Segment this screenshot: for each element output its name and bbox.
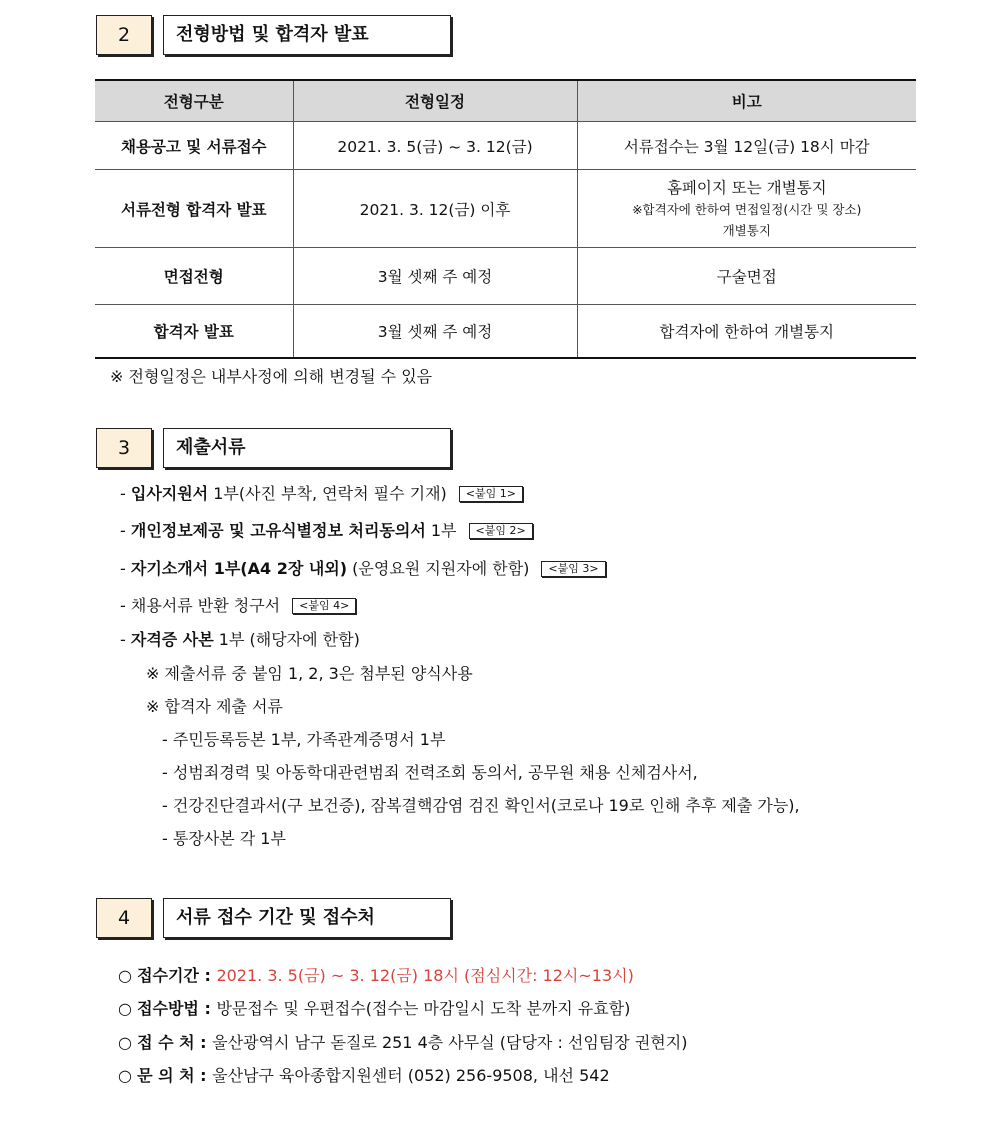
item-separator: : <box>194 1033 213 1052</box>
date-cell: 2021. 3. 12(금) 이후 <box>293 170 577 248</box>
section-title: 전형방법 및 합격자 발표 <box>163 15 451 55</box>
item-text: 1부 <box>425 521 457 540</box>
schedule-footnote: ※ 전형일정은 내부사정에 의해 변경될 수 있음 <box>110 367 433 386</box>
item-separator: : <box>198 999 217 1018</box>
note-sub: ※합격자에 한하여 면접일정(시간 및 장소) <box>632 201 862 217</box>
sub-item: - 건강진단결과서(구 보건증), 잠복결핵감염 검진 확인서(코로나 19로 인해 추후 제출 가능), <box>162 796 800 815</box>
section-number: 2 <box>96 15 152 55</box>
item-text: (운영요원 지원자에 한함) <box>347 559 530 578</box>
item-bold-text: 자격증 사본 <box>130 630 214 649</box>
reception-item <box>118 1032 687 1054</box>
item-value: 2021. 3. 5(금) ~ 3. 12(금) 18시 (점심시간: 12시~13시) <box>216 966 634 985</box>
date-cell: 3월 셋째 주 예정 <box>293 305 577 359</box>
item-value: 울산남구 육아종합지원센터 (052) 256-9508, 내선 542 <box>212 1066 610 1085</box>
sub-item: - 성범죄경력 및 아동학대관련범죄 전력조회 동의서, 공무원 채용 신체검사서, <box>162 763 698 782</box>
date-cell: 3월 셋째 주 예정 <box>293 248 577 305</box>
table-row <box>95 170 916 248</box>
item-dash: - <box>120 484 131 503</box>
section-title: 서류 접수 기간 및 접수처 <box>163 898 451 938</box>
item-value: 방문접수 및 우편접수(접수는 마감일시 도착 분까지 유효함) <box>216 999 631 1018</box>
note-sub: 개별통지 <box>722 222 771 238</box>
column-header: 전형구분 <box>95 80 293 122</box>
attachment-tag: <붙임 1> <box>459 486 523 502</box>
stage-cell: 합격자 발표 <box>95 305 293 359</box>
table-row <box>95 248 916 305</box>
item-label: 접수방법 <box>137 999 199 1018</box>
item-text: 1부(사진 부착, 연락처 필수 기재) <box>208 484 447 503</box>
item-label: 접수기간 <box>137 966 199 985</box>
stage-cell: 채용공고 및 서류접수 <box>95 122 293 170</box>
bullet-icon: ○ <box>118 1066 132 1085</box>
bullet-icon: ○ <box>118 966 132 985</box>
note-cell <box>577 170 916 248</box>
stage-cell: 면접전형 <box>95 248 293 305</box>
column-header: 비고 <box>577 80 916 122</box>
reception-item <box>118 998 630 1020</box>
item-bold-text: 입사지원서 <box>130 484 209 503</box>
item-label: 문 의 처 <box>137 1066 195 1085</box>
section-title: 제출서류 <box>163 428 451 468</box>
document-item <box>120 595 356 617</box>
table-row <box>95 122 916 170</box>
note-cell: 합격자에 한하여 개별통지 <box>577 305 916 359</box>
item-dash: - <box>120 521 131 540</box>
attachment-tag: <붙임 3> <box>541 561 605 577</box>
item-separator: : <box>198 966 217 985</box>
item-dash: - <box>120 630 131 649</box>
sub-item: - 통장사본 각 1부 <box>162 829 286 848</box>
table-row <box>95 305 916 359</box>
item-separator: : <box>194 1066 213 1085</box>
schedule-table <box>95 79 916 359</box>
section-number: 4 <box>96 898 152 938</box>
reception-item <box>118 1065 610 1087</box>
item-dash: - <box>120 596 131 615</box>
attachment-tag: <붙임 4> <box>292 598 356 614</box>
submission-note: ※ 제출서류 중 붙임 1, 2, 3은 첨부된 양식사용 <box>146 664 473 683</box>
note-cell: 서류접수는 3월 12일(금) 18시 마감 <box>577 122 916 170</box>
document-item <box>120 520 533 542</box>
document-item <box>120 629 360 651</box>
note-cell: 구술면접 <box>577 248 916 305</box>
bullet-icon: ○ <box>118 999 132 1018</box>
item-bold-text: 자기소개서 1부(A4 2장 내외) <box>130 559 348 578</box>
item-label: 접 수 처 <box>137 1033 195 1052</box>
document-item <box>120 558 606 580</box>
sub-item: - 주민등록등본 1부, 가족관계증명서 1부 <box>162 730 446 749</box>
document-item <box>120 483 523 505</box>
bullet-icon: ○ <box>118 1033 132 1052</box>
date-cell: 2021. 3. 5(금) ~ 3. 12(금) <box>293 122 577 170</box>
reception-item <box>118 965 634 987</box>
item-text: 채용서류 반환 청구서 <box>130 596 281 615</box>
item-text: 1부 (해당자에 한함) <box>213 630 360 649</box>
section-number: 3 <box>96 428 152 468</box>
column-header: 전형일정 <box>293 80 577 122</box>
item-value: 울산광역시 남구 돋질로 251 4층 사무실 (담당자 : 선임팀장 권현지) <box>212 1033 688 1052</box>
submission-note: ※ 합격자 제출 서류 <box>146 697 283 716</box>
item-dash: - <box>120 559 131 578</box>
attachment-tag: <붙임 2> <box>469 523 533 539</box>
note-main: 홈페이지 또는 개별통지 <box>666 178 827 197</box>
table-header-row <box>95 80 916 122</box>
stage-cell: 서류전형 합격자 발표 <box>95 170 293 248</box>
item-bold-text: 개인정보제공 및 고유식별정보 처리동의서 <box>130 521 426 540</box>
